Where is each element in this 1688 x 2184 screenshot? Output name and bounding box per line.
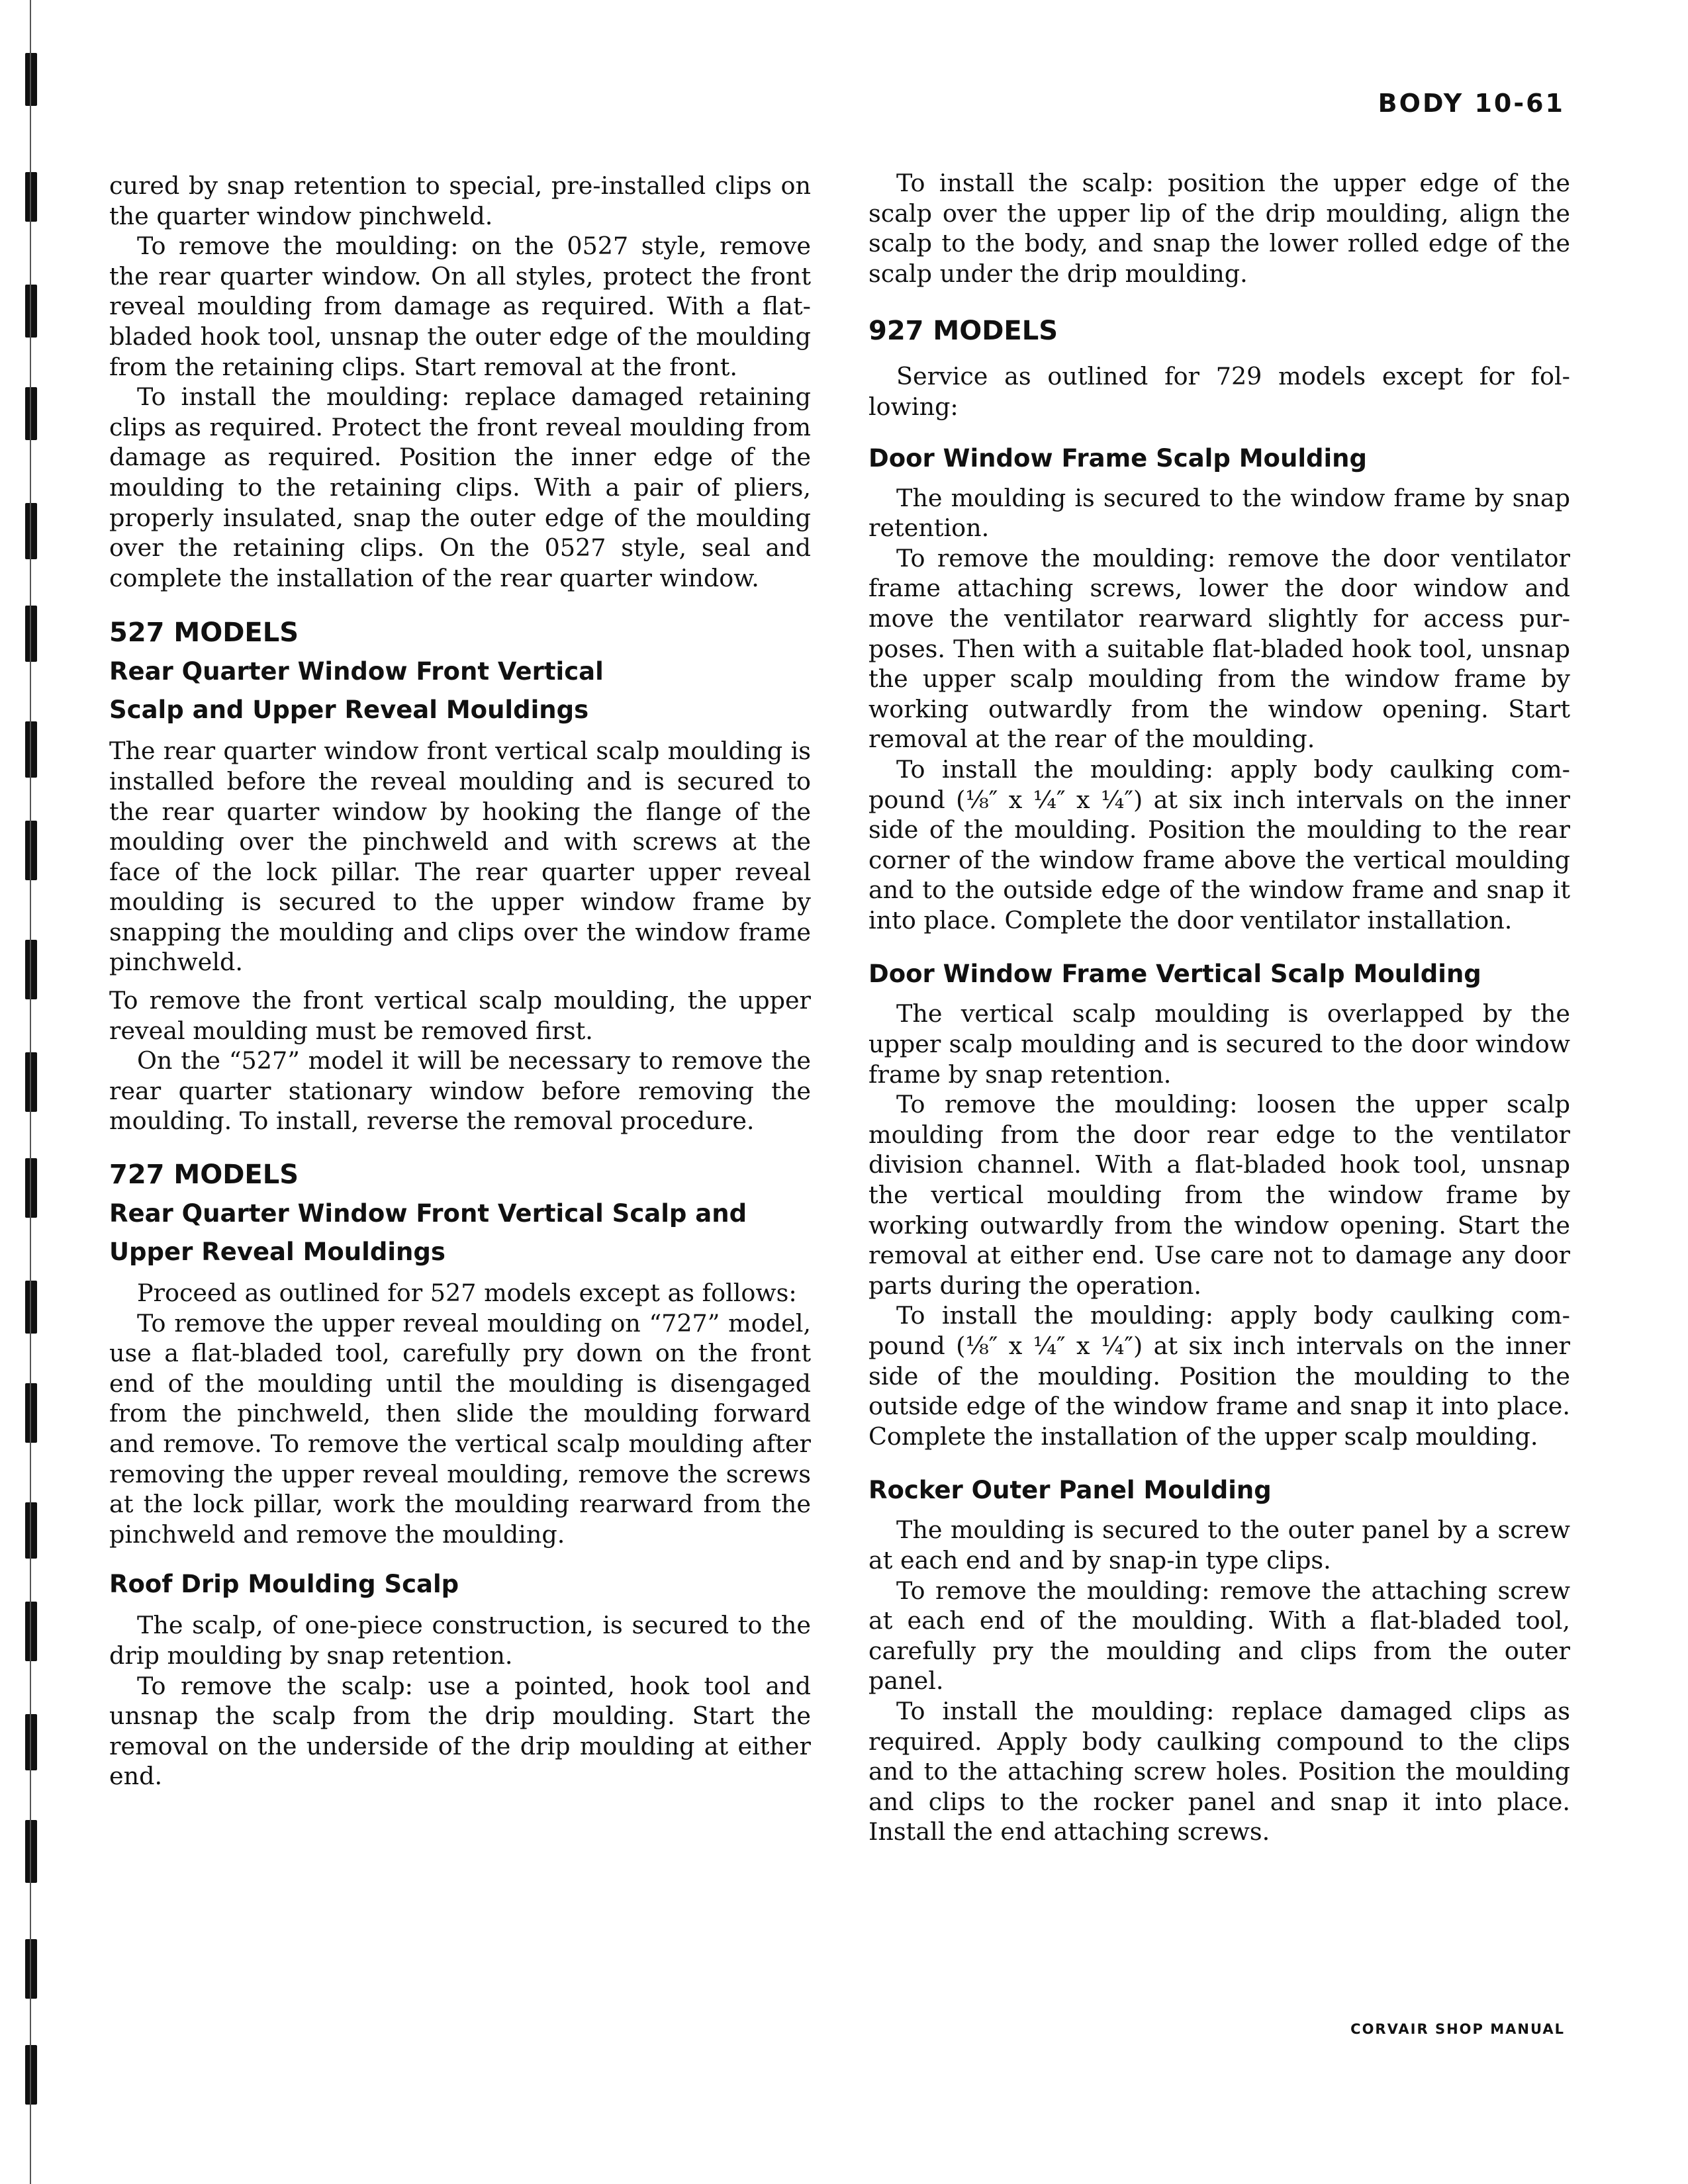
subheading: Rocker Outer Panel Moulding: [868, 1476, 1272, 1505]
subheading: Rear Quarter Window Front Vertical: [109, 657, 604, 686]
paragraph: To remove the moulding: on the 0527 style, remove the rear quarter window. On all styles, protect the front reveal moulding from damage as required. With a flat-bladed hook tool, unsnap the outer edge of the moulding from the retaining clips. Start removal at the front.: [109, 232, 811, 381]
subheading: Door Window Frame Scalp Moulding: [868, 443, 1367, 473]
binding-edge: [25, 0, 40, 2184]
paragraph: The scalp, of one-piece construction, is secured to the drip moulding by snap retention.: [109, 1611, 811, 1670]
paragraph: Proceed as outlined for 527 models except as follows:: [137, 1279, 797, 1308]
subheading: Door Window Frame Vertical Scalp Moulding: [868, 960, 1481, 989]
paragraph: To remove the moulding: remove the door ventilator frame attaching screws, lower the door window and move the ventilator rearward slightly for access purposes. Then with a suitable flat-bladed hook tool, unsnap the upper scalp moulding from the window frame by working outwardly from the window opening. Start removal at the rear of the moulding.: [868, 543, 1570, 754]
paragraph: To remove the moulding: remove the attaching screw at each end of the moulding. With a flat-bladed tool, carefully pry the moulding and clips from the outer panel.: [868, 1576, 1570, 1696]
paragraph: To remove the scalp: use a pointed, hook tool and unsnap the scalp from the drip moulding. Start the removal on the underside of the drip moulding at either end.: [109, 1671, 811, 1791]
paragraph: cured by snap retention to special, pre-installed clips on the quarter window pinchweld.: [109, 171, 811, 230]
paragraph: Service as outlined for 729 models except for following:: [868, 362, 1570, 421]
page-footer: CORVAIR SHOP MANUAL: [1350, 2021, 1565, 2037]
section-heading-927: 927 MODELS: [868, 316, 1058, 347]
subheading: Upper Reveal Mouldings: [109, 1238, 445, 1267]
right-column: [868, 168, 1570, 1847]
paragraph: The moulding is secured to the window frame by snap retention.: [868, 483, 1570, 543]
paragraph: The moulding is secured to the outer panel by a screw at each end and by snap-in type clips.: [868, 1516, 1570, 1574]
paragraph: The rear quarter window front vertical scalp moulding is installed before the reveal moulding and is secured to the rear quarter window by hooking the flange of the moulding over the pinchweld and with screws at the face of the lock pillar. The rear quarter upper reveal moulding is secured to the upper window frame by snapping the moulding and clips over the window frame pinchweld.: [109, 737, 811, 977]
subheading: Scalp and Upper Reveal Mouldings: [109, 696, 589, 725]
section-heading-727: 727 MODELS: [109, 1160, 299, 1191]
subheading: Rear Quarter Window Front Vertical Scalp and: [109, 1199, 747, 1228]
paragraph: To remove the front vertical scalp moulding, the upper reveal moulding must be removed first.: [109, 986, 811, 1045]
left-column: [109, 171, 811, 1792]
subheading: Roof Drip Moulding Scalp: [109, 1570, 459, 1599]
section-heading-527: 527 MODELS: [109, 617, 299, 649]
paragraph: To remove the upper reveal moulding on “727” model, use a flat-bladed tool, carefully pry down on the front end of the moulding until the moulding is disengaged from the pinchweld, then slide the moulding forward and remove. To remove the vertical scalp moulding after removing the upper reveal moulding, remove the screws at the lock pillar, work the moulding rearward from the pinchweld and remove the moulding.: [109, 1308, 811, 1549]
paragraph: To install the scalp: position the upper edge of the scalp over the upper lip of the drip moulding, align the scalp to the body, and snap the lower rolled edge of the scalp under the drip moulding.: [868, 169, 1570, 288]
page-header: BODY 10-61: [1378, 89, 1565, 118]
paragraph: To install the moulding: apply body caulking compound (⅛″ x ¼″ x ¼″) at six inch intervals on the inner side of the moulding. Position the moulding to the rear corner of the window frame above the vertical moulding and to the outside edge of the window frame and snap it into place. Complete the door ventilator installation.: [868, 754, 1570, 934]
paragraph: To remove the moulding: loosen the upper scalp moulding from the door rear edge to the ventilator division channel. With a flat-bladed hook tool, unsnap the vertical moulding from the window frame by working outwardly from the window opening. Start the removal at either end. Use care not to damage any door parts during the operation.: [868, 1090, 1570, 1300]
paragraph: To install the moulding: apply body caulking compound (⅛″ x ¼″ x ¼″) at six inch intervals on the inner side of the moulding. Position the moulding to the outside edge of the window frame and snap it into place. Complete the installation of the upper scalp moulding.: [868, 1301, 1570, 1451]
paragraph: To install the moulding: replace damaged retaining clips as required. Protect the front reveal moulding from damage as required. Position the inner edge of the moulding to the retaining clips. With a pair of pliers, properly insulated, snap the outer edge of the moulding over the retaining clips. On the 0527 style, seal and complete the installation of the rear quarter window.: [109, 383, 811, 592]
paragraph: The vertical scalp moulding is overlapped by the upper scalp moulding and is secured to the door window frame by snap retention.: [868, 999, 1570, 1089]
paragraph: To install the moulding: replace damaged clips as required. Apply body caulking compound to the clips and to the attaching screw holes. Position the moulding and clips to the rocker panel and snap it into place. Install the end attaching screws.: [868, 1696, 1570, 1846]
paragraph: On the “527” model it will be necessary to remove the rear quarter stationary window before removing the moulding. To install, reverse the removal procedure.: [109, 1046, 811, 1136]
